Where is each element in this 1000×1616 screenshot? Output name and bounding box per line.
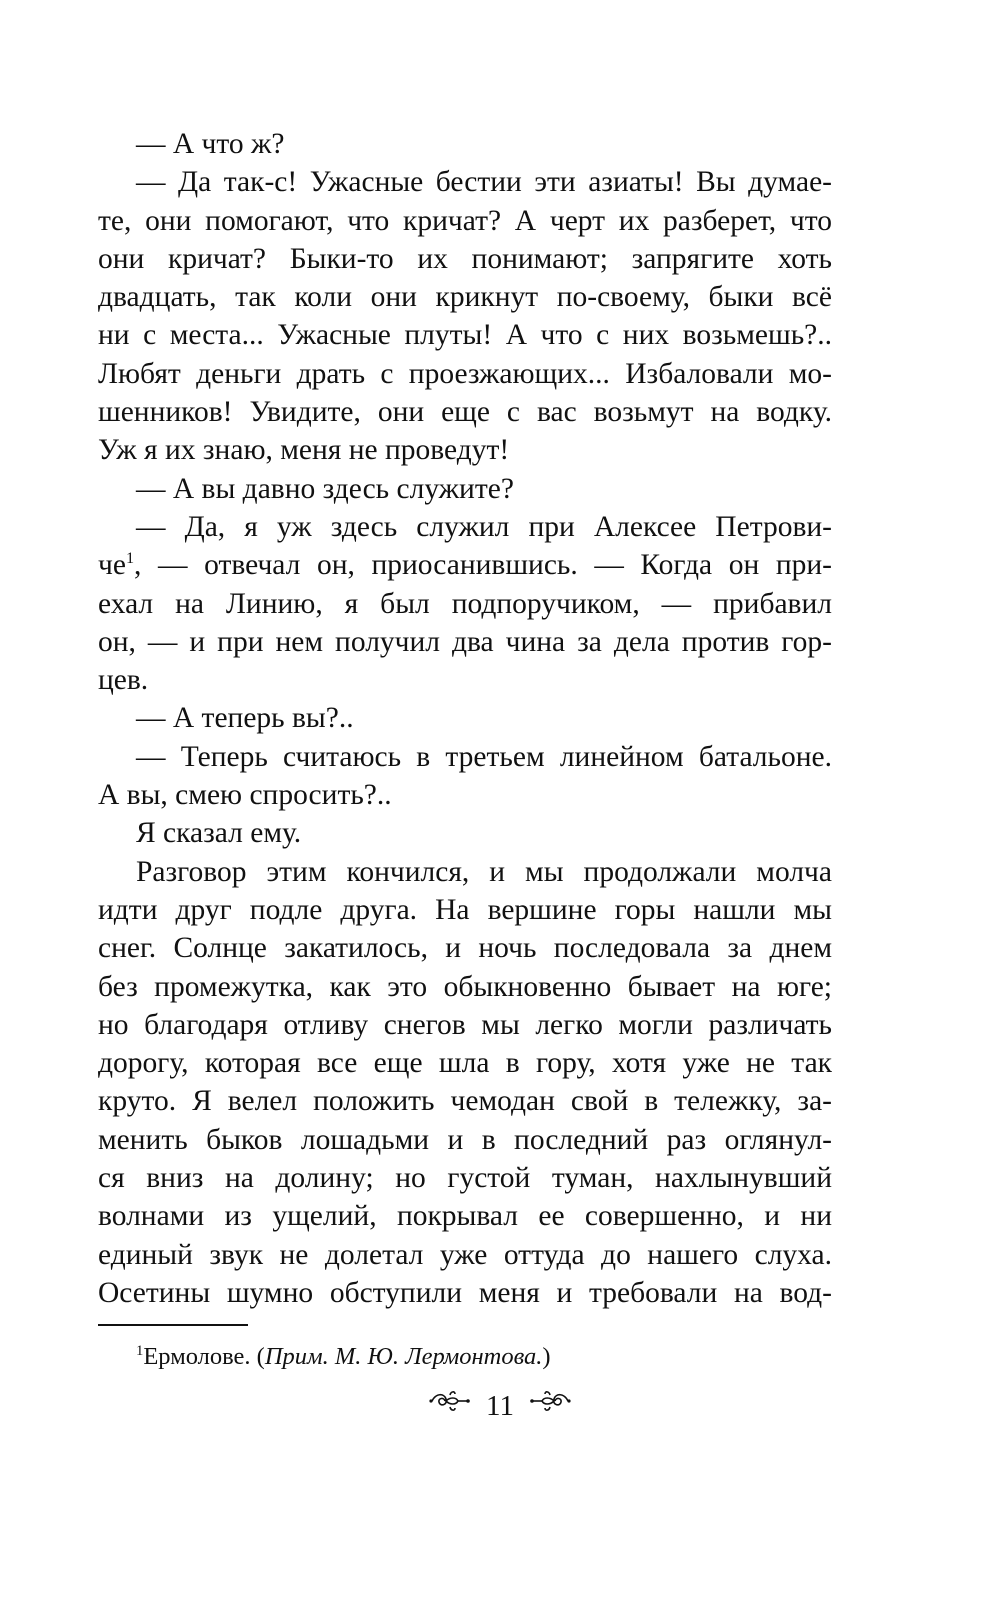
- text-line: [98, 623, 832, 661]
- text-line: [98, 1121, 832, 1159]
- line-text-continued: , — отвечал он, приосанившись. — Когда он при-: [134, 549, 832, 582]
- footnote-text: Ермолове. (: [143, 1343, 265, 1370]
- text-line: [98, 163, 832, 201]
- text-line: [98, 1197, 832, 1235]
- text-line: [98, 125, 832, 163]
- page-folio: [0, 1384, 1000, 1426]
- footnote-attribution: Прим. М. Ю. Лермонтова.: [264, 1343, 543, 1370]
- line-text: цев.: [98, 664, 149, 697]
- line-text: шенников! Увидите, они еще с вас возьмут на водку.: [98, 396, 832, 429]
- line-text: двадцать, так коли они крикнут по-своему, быки всё: [98, 281, 832, 314]
- text-line: [98, 1236, 832, 1274]
- text-line: [98, 929, 832, 967]
- footnote-reference: 1: [125, 549, 135, 568]
- line-text: они кричат? Быки-то их понимают; запрягите хоть: [98, 242, 832, 275]
- body-text: [98, 125, 832, 1312]
- line-text: Осетины шумно обступили меня и требовали на вод-: [98, 1276, 832, 1309]
- scroll-flourish-icon: [428, 1386, 472, 1426]
- footnote-close: ): [542, 1343, 551, 1370]
- footnote-separator: [98, 1324, 248, 1326]
- line-text: Уж я их знаю, меня не проведут!: [98, 434, 510, 467]
- line-text: — А вы давно здесь служите?: [136, 472, 514, 505]
- text-line: [98, 470, 832, 508]
- text-line: [98, 393, 832, 431]
- line-text: — Теперь считаюсь в третьем линейном батальоне.: [136, 740, 832, 773]
- text-line: [98, 508, 832, 546]
- line-text: — А теперь вы?..: [136, 702, 354, 735]
- line-text: без промежутка, как это обыкновенно бывает на юге;: [98, 970, 832, 1003]
- footnote-marker: 1: [136, 1342, 144, 1359]
- line-text: те, они помогают, что кричат? А черт их разберет, что: [98, 204, 832, 237]
- text-line: [98, 278, 832, 316]
- line-text: А вы, смею спросить?..: [98, 779, 392, 812]
- text-line: [98, 661, 832, 699]
- text-line: [98, 1274, 832, 1312]
- text-line: [98, 585, 832, 623]
- line-text: — Да, я уж здесь служил при Алексее Петрови-: [136, 510, 832, 543]
- text-line: [98, 355, 832, 393]
- text-line: [98, 814, 832, 852]
- line-text: че: [98, 549, 126, 582]
- line-text: ехал на Линию, я был подпоручиком, — прибавил: [98, 587, 832, 620]
- line-text: — А что ж?: [136, 128, 285, 160]
- text-line: [98, 968, 832, 1006]
- line-text: ся вниз на долину; но густой туман, нахлынувший: [98, 1162, 832, 1195]
- text-line: [98, 853, 832, 891]
- line-text: он, — и при нем получил два чина за дела против гор-: [98, 625, 832, 658]
- text-line: [98, 240, 832, 278]
- footnote: [136, 1342, 551, 1372]
- line-text: Разговор этим кончился, и мы продолжали молча: [136, 855, 832, 888]
- page-number: 11: [486, 1390, 514, 1423]
- line-text: снег. Солнце закатилось, и ночь последовала за днем: [98, 932, 832, 965]
- text-line: [98, 699, 832, 737]
- text-line: [98, 316, 832, 354]
- line-text: ни с места... Ужасные плуты! А что с них возьмешь?..: [98, 319, 832, 352]
- line-text: волнами из ущелий, покрывал ее совершенно, и ни: [98, 1200, 832, 1233]
- line-text: единый звук не долетал уже оттуда до нашего слуха.: [98, 1238, 832, 1271]
- line-text: менить быков лошадьми и в последний раз оглянул-: [98, 1123, 832, 1156]
- text-line: [98, 738, 832, 776]
- text-line: [98, 776, 832, 814]
- line-text: дорогу, которая все еще шла в гору, хотя уже не так: [98, 1047, 832, 1080]
- text-line: [98, 546, 832, 584]
- line-text: Я сказал ему.: [136, 817, 302, 850]
- text-line: [98, 1044, 832, 1082]
- line-text: круто. Я велел положить чемодан свой в тележку, за-: [98, 1085, 832, 1118]
- text-line: [98, 1006, 832, 1044]
- line-text: но благодаря отливу снегов мы легко могли различать: [98, 1008, 832, 1041]
- text-line: [98, 891, 832, 929]
- text-line: [98, 1159, 832, 1197]
- line-text: идти друг подле друга. На вершине горы нашли мы: [98, 893, 832, 926]
- text-line: [98, 1082, 832, 1120]
- line-text: — Да так-с! Ужасные бестии эти азиаты! Вы думае-: [136, 166, 832, 199]
- line-text: Любят деньги драть с проезжающих... Избаловали мо-: [98, 357, 832, 390]
- text-line: [98, 202, 832, 240]
- scroll-flourish-icon: [528, 1386, 572, 1426]
- text-line: [98, 431, 832, 469]
